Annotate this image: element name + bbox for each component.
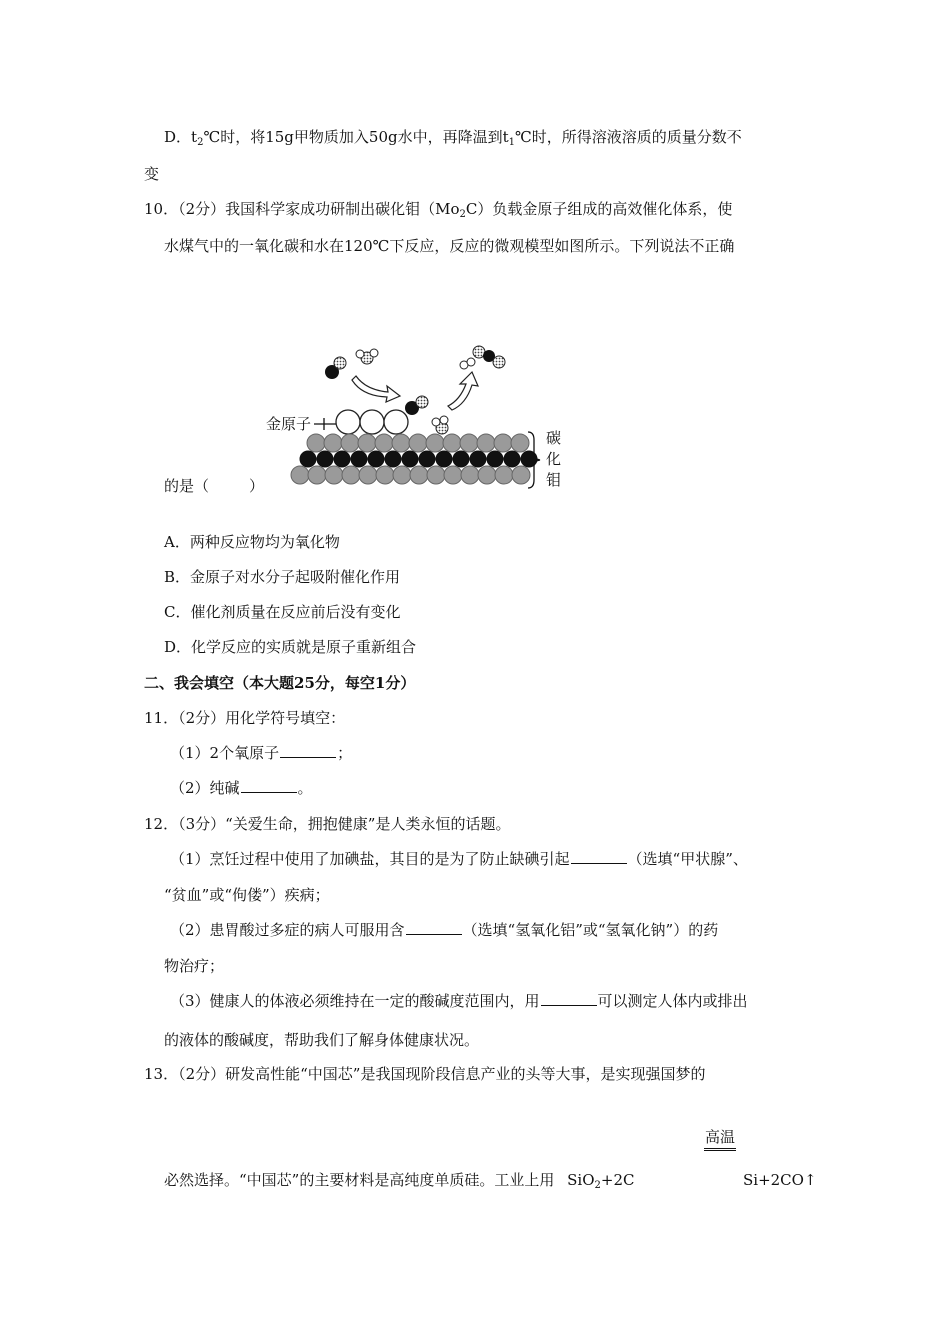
q9-option-d [164,127,742,147]
substrate-atom [512,466,530,484]
substrate-atom [453,451,469,467]
substrate-atom [342,466,360,484]
co2-molecule-icon [473,346,505,368]
substrate-atom [478,466,496,484]
subscript: 2 [459,209,466,220]
substrate-atom [426,434,444,452]
q10-stem [144,199,732,219]
adsorbed-water-icon [432,416,448,434]
q12-part2-options: （选填“氢氧化铝”或“氢氧化钠”）的药 [462,921,719,939]
substrate-atom [291,466,309,484]
q12-part3-text-b: 可以测定人体内或排出 [597,992,748,1010]
q10-option-c[interactable]: C．催化剂质量在反应前后没有变化 [164,603,401,621]
substrate-atom [470,451,486,467]
hydrogen-molecule-icon [460,358,475,369]
q10-option-d[interactable]: D．化学反应的实质就是原子重新组合 [164,638,417,656]
substrate-atom [419,451,435,467]
substrate-atom [477,434,495,452]
q12-part3-text: （3）健康人的体液必须维持在一定的酸碱度范围内，用 [170,992,540,1010]
substrate-atom [504,451,520,467]
co-molecule-icon [325,357,346,379]
arrow-up-icon [448,372,478,410]
substrate-atom [427,466,445,484]
substrate-atom [358,434,376,452]
answer-blank[interactable] [406,920,462,935]
substrate-atom [410,466,428,484]
substrate-atom [385,451,401,467]
substrate-atom [494,434,512,452]
q10-stem-line2: 水煤气中的一氧化碳和水在120℃下反应，反应的微观模型如图所示。下列说法不正确 [164,237,735,255]
substrate-atom [307,434,325,452]
arrow-down-icon [352,376,400,402]
substrate-atom [409,434,427,452]
q10-stem-a: 10．（2分）我国科学家成功研制出碳化钼（Mo [144,200,460,218]
q11-part2-end: 。 [297,779,313,797]
reaction-model-figure [264,342,574,498]
q10-stem-line3 [164,476,264,496]
q13-stem: 13．（2分）研发高性能“中国芯”是我国现阶段信息产业的头等大事，是实现强国梦的 [144,1065,706,1083]
substrate-atom [324,434,342,452]
q10-option-b[interactable]: B．金原子对水分子起吸附催化作用 [164,568,401,586]
answer-blank[interactable] [541,991,597,1006]
substrate-label-1: 碳 [546,429,562,447]
equation-reactant: SiO [567,1171,595,1189]
substrate-atom [368,451,384,467]
equation-product: Si+2CO↑ [743,1171,817,1189]
subscript: 2 [594,1180,601,1191]
q10-stem-l3-end: ） [249,477,265,495]
substrate-atom [375,434,393,452]
substrate-atom [300,451,316,467]
q12-stem: 12．（3分）“关爱生命，拥抱健康”是人类永恒的话题。 [144,815,511,833]
substrate-label-2: 化 [546,450,562,468]
answer-blank[interactable] [280,743,336,758]
substrate-atom [443,434,461,452]
substrate-atom [334,451,350,467]
substrate-atom [436,451,452,467]
section-title: 二、我会填空（本大题25分，每空1分） [144,674,416,692]
substrate-atom [511,434,529,452]
substrate-atom [317,451,333,467]
q12-part1 [170,849,748,869]
reaction-condition-text: 高温 [704,1128,736,1151]
substrate-atom [495,466,513,484]
substrate-atom [392,434,410,452]
substrate-atom [341,434,359,452]
reaction-condition [704,1127,736,1147]
q13-line2-text: 必然选择。“中国芯”的主要材料是高纯度单质硅。工业上用 [164,1171,555,1189]
water-molecule-icon [356,349,378,364]
substrate-atom [376,466,394,484]
substrate-atom [325,466,343,484]
q11-part1-end: ； [337,744,353,762]
subscript: 1 [508,137,515,148]
q10-stem-l3: 的是（ [164,477,210,495]
substrate-atom [402,451,418,467]
q12-part1-text: （1）烹饪过程中使用了加碘盐，其目的是为了防止缺碘引起 [170,850,570,868]
substrate-atom [308,466,326,484]
q12-part3 [170,991,748,1011]
q12-part2-cont: 物治疗； [164,957,225,975]
q12-part2-text: （2）患胃酸过多症的病人可服用含 [170,921,405,939]
q12-part1-options: （选填“甲状腺”、 [627,850,748,868]
subscript: 2 [197,137,204,148]
q10-stem-b: C）负载金原子组成的高效催化体系，使 [465,200,733,218]
substrate-atom [487,451,503,467]
gold-atoms-icon [336,410,408,434]
q13-line2 [164,1170,634,1190]
substrate-label-3: 钼 [546,471,562,489]
substrate-atom [460,434,478,452]
q12-part2 [170,920,718,940]
q9-option-d-line2: 变 [144,165,160,183]
q9-option-d-text-c: ℃时，所得溶液溶质的质量分数不 [515,128,742,146]
q11-part1-text: （1）2个氧原子 [170,744,280,762]
equation-reactant-b: +2C [600,1171,635,1189]
substrate-atom [444,466,462,484]
q11-part1 [170,743,352,763]
q11-part2-text: （2）纯碱 [170,779,240,797]
gold-atom-label: 金原子 [266,415,312,433]
q12-part3-cont: 的液体的酸碱度，帮助我们了解身体健康状况。 [164,1031,480,1049]
answer-blank[interactable] [571,849,627,864]
q12-part1-cont: “贫血”或“佝偻”）疾病； [164,886,330,904]
q9-option-d-text-a: D．t [164,128,198,146]
substrate-atom [393,466,411,484]
q10-option-a[interactable]: A．两种反应物均为氧化物 [164,533,340,551]
q11-part2 [170,778,313,798]
q9-option-d-text-b: ℃时，将15g甲物质加入50g水中，再降温到t [203,128,509,146]
answer-blank[interactable] [241,778,297,793]
substrate-atom [461,466,479,484]
substrate-atom [351,451,367,467]
substrate-atoms-icon [291,434,537,484]
adsorbed-co-icon [405,396,428,415]
substrate-atom [359,466,377,484]
q11-stem: 11．（2分）用化学符号填空： [144,709,346,727]
